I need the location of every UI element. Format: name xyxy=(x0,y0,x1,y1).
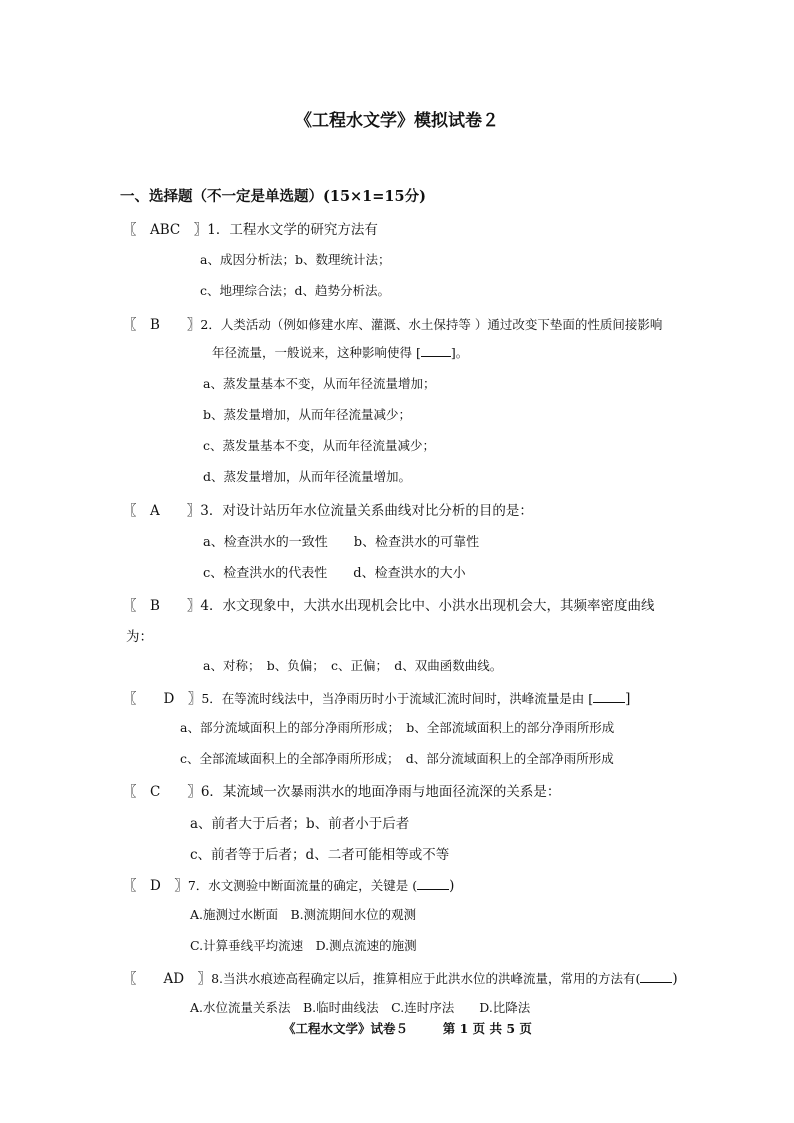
question-2 xyxy=(123,313,662,333)
question-stem: 8.当洪水痕迹高程确定以后，推算相应于此洪水位的洪峰流量，常用的方法有( xyxy=(211,971,641,986)
question-stem: 5．在等流时线法中，当净雨历时小于流域汇流时间时，洪峰流量是由 [ xyxy=(201,691,594,706)
option-line: C.计算垂线平均流速 D.测点流速的施测 xyxy=(190,938,417,953)
question-stem-continued: 为： xyxy=(126,629,153,645)
answer-bracket: 〖 C 〗 xyxy=(123,784,201,800)
page-footer xyxy=(283,1019,532,1037)
option-line: c、前者等于后者；d、二者可能相等或不等 xyxy=(190,847,450,863)
option-line: a、部分流域面积上的部分净雨所形成； b、全部流域面积上的部分净雨所形成 xyxy=(180,720,615,735)
question-6 xyxy=(123,780,560,800)
option-line: a、对称； b、负偏； c、正偏； d、双曲函数曲线。 xyxy=(203,658,503,673)
question-stem: 7．水文测验中断面流量的确定，关键是 ( xyxy=(187,878,418,893)
option-line: a、蒸发量基本不变，从而年径流量增加； xyxy=(203,376,436,391)
question-stem: 3．对设计站历年水位流量关系曲线对比分析的目的是： xyxy=(200,503,533,519)
page-title: 《工程水文学》模拟试卷２ xyxy=(295,111,499,131)
option-line: c、地理综合法；d、趋势分析法。 xyxy=(200,283,391,298)
answer-blank xyxy=(593,690,625,703)
question-7: 〖 D 〗7．水文测验中断面流量的确定，关键是 ( ) xyxy=(123,878,455,894)
option-line: c、全部流域面积上的全部净雨所形成； d、部分流域面积上的全部净雨所形成 xyxy=(180,751,614,766)
question-1 xyxy=(123,218,378,238)
option-line: A.水位流量关系法 B.临时曲线法 C.连时序法 D.比降法 xyxy=(190,1000,531,1015)
question-stem: 4．水文现象中，大洪水出现机会比中、小洪水出现机会大，其频率密度曲线 xyxy=(200,598,655,614)
answer-blank xyxy=(417,877,449,890)
answer-bracket: 〖 ABC 〗 xyxy=(123,222,208,238)
option-line: a、前者大于后者；b、前者小于后者 xyxy=(190,816,410,832)
section-heading: 一、选择题（不一定是单选题）(15×1=15分) xyxy=(120,188,426,205)
question-stem: 2．人类活动（例如修建水库、灌溉、水土保持等 ）通过改变下垫面的性质间接影响 xyxy=(200,317,663,332)
option-line: d、蒸发量增加，从而年径流量增加。 xyxy=(203,469,412,484)
answer-blank xyxy=(640,970,672,983)
answer-bracket: 〖 A 〗 xyxy=(123,503,201,519)
question-4 xyxy=(123,594,655,614)
answer-bracket: 〖 D 〗 xyxy=(123,878,188,894)
option-line: b、蒸发量增加，从而年径流量减少； xyxy=(203,407,412,422)
option-line: a、检查洪水的一致性 b、检查洪水的可靠性 xyxy=(203,535,480,550)
answer-bracket: 〖 B 〗 xyxy=(123,598,201,614)
answer-blank xyxy=(421,344,451,357)
answer-bracket: 〖 B 〗 xyxy=(123,317,201,333)
option-line: c、检查洪水的代表性 d、检查洪水的大小 xyxy=(203,566,466,581)
answer-bracket: 〖 AD 〗 xyxy=(123,971,212,987)
option-line: c、蒸发量基本不变，从而年径流量减少； xyxy=(203,438,436,453)
question-8: 〖 AD 〗8.当洪水痕迹高程确定以后，推算相应于此洪水位的洪峰流量，常用的方法有( ) xyxy=(123,971,678,987)
footer-page-number: 第 1 页 共 5 页 xyxy=(442,1021,532,1036)
option-line: a、成因分析法；b、数理统计法； xyxy=(200,252,391,267)
question-5: 〖 D 〗5．在等流时线法中，当净雨历时小于流域汇流时间时，洪峰流量是由 [ ] xyxy=(123,691,631,707)
question-3 xyxy=(123,499,533,519)
footer-title: 《工程水文学》试卷５ xyxy=(283,1021,409,1036)
question-stem: 6．某流域一次暴雨洪水的地面净雨与地面径流深的关系是： xyxy=(200,784,561,800)
question-stem: 1．工程水文学的研究方法有 xyxy=(207,222,378,238)
answer-bracket: 〖 D 〗 xyxy=(123,691,202,707)
option-line: A.施测过水断面 B.测流期间水位的观测 xyxy=(190,907,417,922)
question-stem-continued: 年径流量，一般说来，这种影响使得 [ ]。 xyxy=(212,345,469,360)
